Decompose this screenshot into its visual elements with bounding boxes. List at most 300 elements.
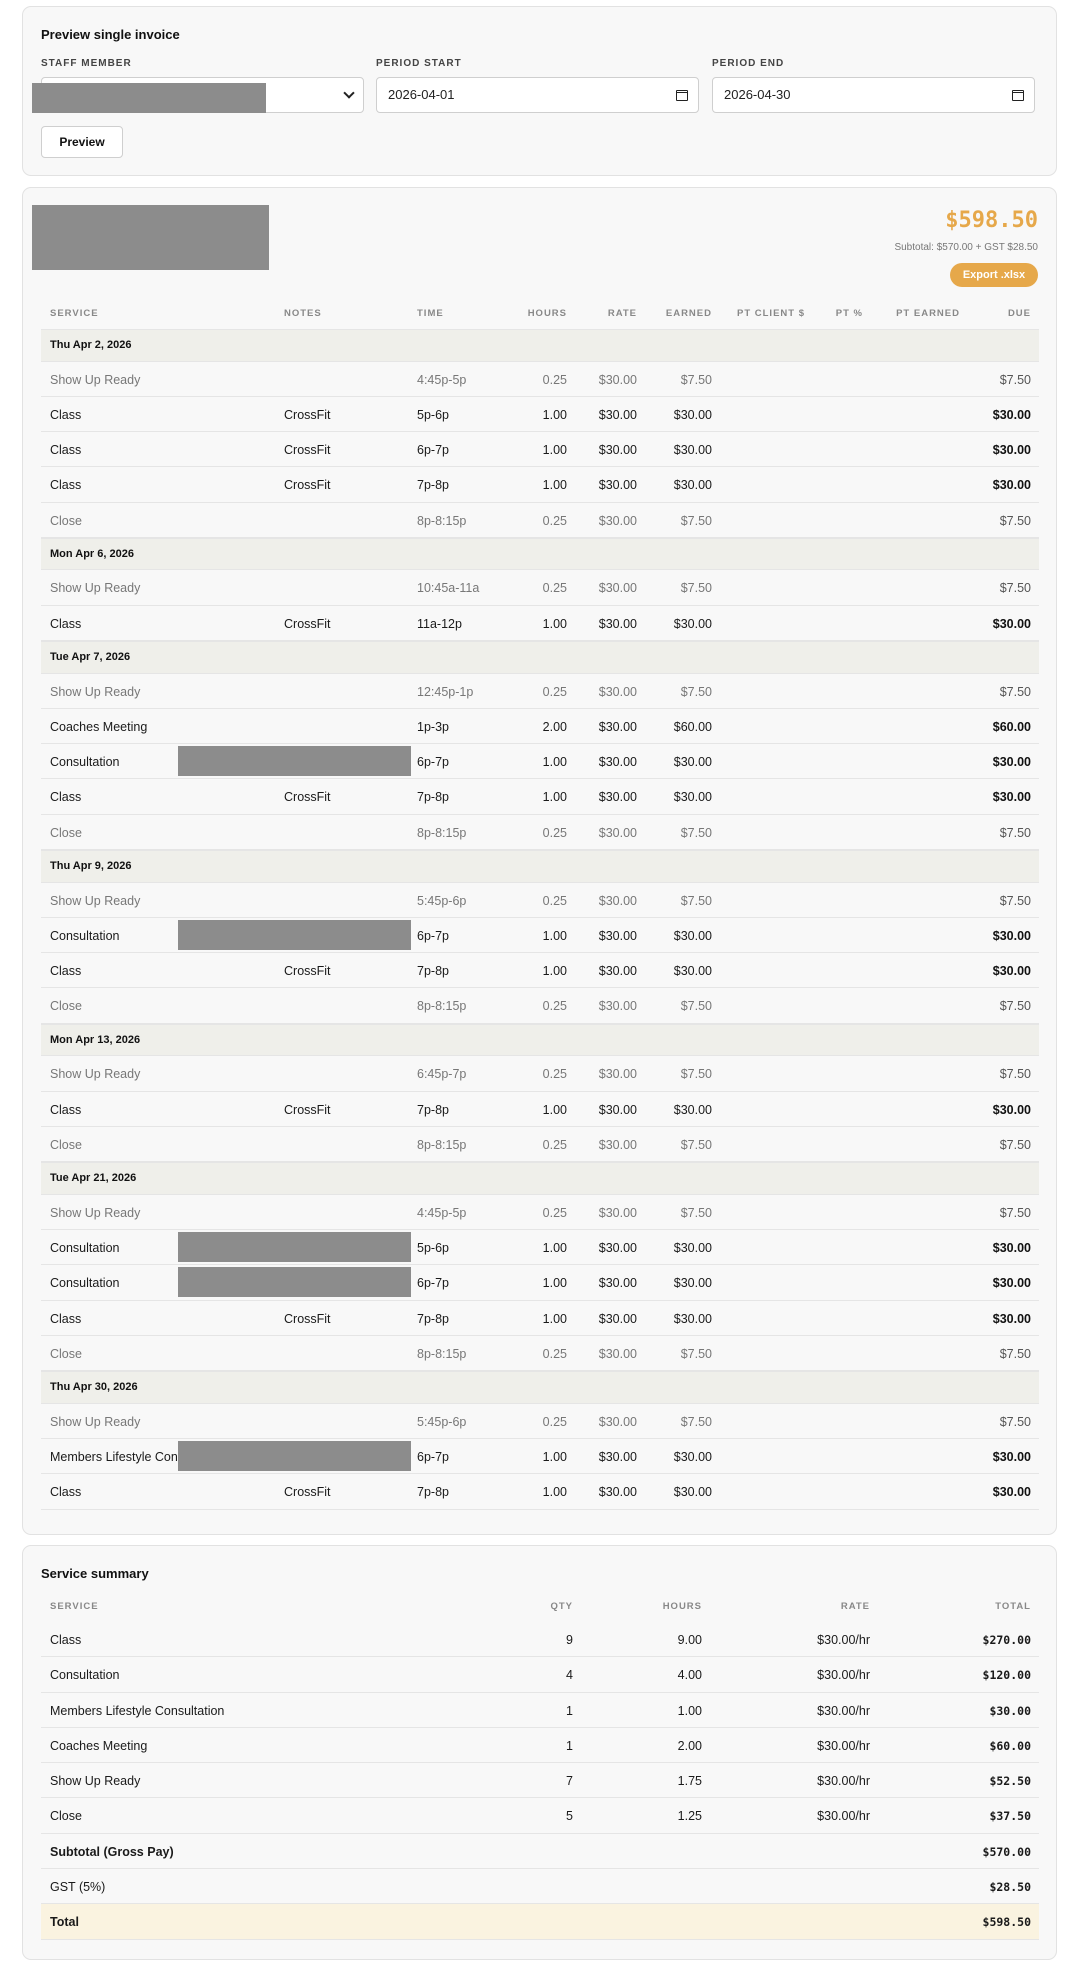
summary-hours: 1.75 <box>677 1774 702 1789</box>
due-cell: $30.00 <box>992 1276 1031 1291</box>
summary-row <box>41 1693 1039 1728</box>
earned-cell: $7.50 <box>680 372 712 387</box>
service-cell: Class <box>50 616 82 631</box>
due-cell: $30.00 <box>992 1449 1031 1464</box>
service-cell: Class <box>50 1311 82 1326</box>
table-row <box>41 1474 1039 1509</box>
summary-row <box>41 1728 1039 1763</box>
hours-cell: 0.25 <box>542 684 567 699</box>
hours-cell: 1.00 <box>542 616 567 631</box>
hours-cell: 0.25 <box>542 999 567 1014</box>
rate-cell: $30.00 <box>598 443 637 458</box>
time-cell: 6p-7p <box>417 1449 449 1464</box>
date-label: Thu Apr 30, 2026 <box>50 1381 138 1394</box>
hours-cell: 1.00 <box>542 928 567 943</box>
summary-table-body <box>41 1622 1039 1940</box>
hours-cell: 0.25 <box>542 372 567 387</box>
hours-cell: 0.25 <box>542 1346 567 1361</box>
earned-cell: $30.00 <box>673 1102 712 1117</box>
table-row <box>41 953 1039 988</box>
notes-cell: CrossFit <box>284 407 331 422</box>
summary-row <box>41 1622 1039 1657</box>
rate-cell: $30.00 <box>598 999 637 1014</box>
earned-cell: $30.00 <box>673 443 712 458</box>
date-label: Thu Apr 9, 2026 <box>50 860 132 873</box>
summary-total: $30.00 <box>989 1703 1031 1718</box>
date-group-row <box>41 538 1039 571</box>
rate-cell: $30.00 <box>598 1311 637 1326</box>
time-cell: 6p-7p <box>417 755 449 770</box>
time-cell: 4:45p-5p <box>417 1205 467 1220</box>
table-row <box>41 570 1039 605</box>
redacted-notes <box>178 1232 411 1262</box>
earned-cell: $30.00 <box>673 1276 712 1291</box>
table-row <box>41 1230 1039 1265</box>
form-title: Preview single invoice <box>41 27 180 42</box>
redacted-header <box>32 205 269 270</box>
due-cell: $7.50 <box>999 1205 1031 1220</box>
rate-cell: $30.00 <box>598 581 637 596</box>
service-cell: Show Up Ready <box>50 372 141 387</box>
due-cell: $7.50 <box>999 581 1031 596</box>
service-cell: Class <box>50 1485 82 1500</box>
invoice-total: $598.50 <box>945 208 1038 233</box>
due-cell: $30.00 <box>992 928 1031 943</box>
notes-cell: CrossFit <box>284 443 331 458</box>
col-total: TOTAL <box>995 1601 1031 1612</box>
preview-form-card <box>22 6 1057 176</box>
hours-cell: 1.00 <box>542 964 567 979</box>
service-cell: Show Up Ready <box>50 1205 141 1220</box>
summary-hours: 9.00 <box>677 1633 702 1647</box>
due-cell: $30.00 <box>992 616 1031 631</box>
hours-cell: 0.25 <box>542 1067 567 1082</box>
time-cell: 6p-7p <box>417 1276 449 1291</box>
due-cell: $7.50 <box>999 999 1031 1014</box>
due-cell: $30.00 <box>992 478 1031 493</box>
summary-total: $52.50 <box>989 1774 1031 1789</box>
service-cell: Close <box>50 825 82 840</box>
summary-service: Members Lifestyle Consultation <box>50 1703 225 1718</box>
service-cell: Coaches Meeting <box>50 719 148 734</box>
rate-cell: $30.00 <box>598 372 637 387</box>
col-qty: QTY <box>550 1601 573 1612</box>
due-cell: $7.50 <box>999 1346 1031 1361</box>
due-cell: $7.50 <box>999 684 1031 699</box>
rate-cell: $30.00 <box>598 1102 637 1117</box>
rate-cell: $30.00 <box>598 478 637 493</box>
due-cell: $30.00 <box>992 790 1031 805</box>
summary-subtotal-row <box>41 1834 1039 1869</box>
col-rate: RATE <box>607 308 637 319</box>
rate-cell: $30.00 <box>598 825 637 840</box>
earned-cell: $30.00 <box>673 616 712 631</box>
hours-cell: 0.25 <box>542 1414 567 1429</box>
summary-service: Close <box>50 1809 82 1824</box>
time-cell: 7p-8p <box>417 1102 449 1117</box>
hours-cell: 0.25 <box>542 825 567 840</box>
redacted-notes <box>178 746 411 776</box>
table-row <box>41 883 1039 918</box>
period-end-label: PERIOD END <box>712 58 785 69</box>
date-group-row <box>41 1371 1039 1404</box>
due-cell: $30.00 <box>992 755 1031 770</box>
notes-cell: CrossFit <box>284 964 331 979</box>
rate-cell: $30.00 <box>598 513 637 528</box>
summary-rate: $30.00/hr <box>817 1774 870 1789</box>
period-start-label: PERIOD START <box>376 58 462 69</box>
summary-total: $37.50 <box>989 1809 1031 1824</box>
summary-service: Class <box>50 1633 82 1647</box>
table-row <box>41 815 1039 850</box>
summary-subtotal-label: Subtotal (Gross Pay) <box>50 1844 174 1859</box>
due-cell: $7.50 <box>999 1137 1031 1152</box>
summary-service: Coaches Meeting <box>50 1738 148 1753</box>
due-cell: $7.50 <box>999 825 1031 840</box>
time-cell: 8p-8:15p <box>417 513 467 528</box>
rate-cell: $30.00 <box>598 1205 637 1220</box>
date-label: Tue Apr 7, 2026 <box>50 651 131 664</box>
earned-cell: $7.50 <box>680 999 712 1014</box>
summary-qty: 1 <box>566 1703 573 1718</box>
service-cell: Show Up Ready <box>50 1414 141 1429</box>
time-cell: 6p-7p <box>417 928 449 943</box>
service-cell: Close <box>50 513 82 528</box>
date-label: Mon Apr 6, 2026 <box>50 547 134 560</box>
service-cell: Members Lifestyle Con <box>50 1449 178 1464</box>
table-row <box>41 709 1039 744</box>
due-cell: $7.50 <box>999 893 1031 908</box>
time-cell: 5p-6p <box>417 1240 449 1255</box>
notes-cell: CrossFit <box>284 1311 331 1326</box>
earned-cell: $30.00 <box>673 1311 712 1326</box>
preview-button[interactable]: Preview <box>41 126 123 158</box>
table-row <box>41 1127 1039 1162</box>
notes-cell: CrossFit <box>284 1102 331 1117</box>
earned-cell: $60.00 <box>673 719 712 734</box>
due-cell: $7.50 <box>999 1414 1031 1429</box>
earned-cell: $7.50 <box>680 893 712 908</box>
summary-rate: $30.00/hr <box>817 1703 870 1718</box>
period-end-input[interactable] <box>712 77 1035 113</box>
col-due: DUE <box>1007 308 1031 319</box>
service-cell: Consultation <box>50 1240 120 1255</box>
hours-cell: 0.25 <box>542 581 567 596</box>
table-row <box>41 606 1039 641</box>
notes-cell: CrossFit <box>284 616 331 631</box>
time-cell: 6:45p-7p <box>417 1067 467 1082</box>
due-cell: $7.50 <box>999 1067 1031 1082</box>
time-cell: 8p-8:15p <box>417 1137 467 1152</box>
summary-rate: $30.00/hr <box>817 1633 870 1647</box>
earned-cell: $7.50 <box>680 684 712 699</box>
date-group-row <box>41 850 1039 883</box>
service-cell: Class <box>50 964 82 979</box>
redacted-notes <box>178 1441 411 1471</box>
time-cell: 7p-8p <box>417 1311 449 1326</box>
rate-cell: $30.00 <box>598 1346 637 1361</box>
hours-cell: 0.25 <box>542 513 567 528</box>
period-end-value: 2026-04-30 <box>724 87 791 102</box>
invoice-subtotal-line: Subtotal: $570.00 + GST $28.50 <box>894 242 1038 253</box>
rate-cell: $30.00 <box>598 1276 637 1291</box>
export-xlsx-button[interactable]: Export .xlsx <box>950 263 1038 287</box>
period-start-input[interactable] <box>376 77 699 113</box>
due-cell: $30.00 <box>992 1240 1031 1255</box>
summary-service: Consultation <box>50 1668 120 1683</box>
col-hours: HOURS <box>662 1601 702 1612</box>
summary-qty: 4 <box>566 1668 573 1683</box>
hours-cell: 1.00 <box>542 478 567 493</box>
date-group-row <box>41 1024 1039 1057</box>
due-cell: $7.50 <box>999 513 1031 528</box>
earned-cell: $30.00 <box>673 928 712 943</box>
table-row <box>41 1195 1039 1230</box>
col-earned: EARNED <box>665 308 712 319</box>
rate-cell: $30.00 <box>598 964 637 979</box>
earned-cell: $7.50 <box>680 1346 712 1361</box>
table-row <box>41 1301 1039 1336</box>
hours-cell: 1.00 <box>542 1485 567 1500</box>
service-cell: Consultation <box>50 1276 120 1291</box>
hours-cell: 1.00 <box>542 755 567 770</box>
hours-cell: 0.25 <box>542 1205 567 1220</box>
col-hours: HOURS <box>527 308 567 319</box>
service-cell: Consultation <box>50 928 120 943</box>
col-pt-earned: PT EARNED <box>896 308 960 319</box>
hours-cell: 1.00 <box>542 443 567 458</box>
time-cell: 5:45p-6p <box>417 893 467 908</box>
service-cell: Show Up Ready <box>50 684 141 699</box>
time-cell: 7p-8p <box>417 964 449 979</box>
time-cell: 7p-8p <box>417 790 449 805</box>
rate-cell: $30.00 <box>598 719 637 734</box>
summary-rate: $30.00/hr <box>817 1738 870 1753</box>
rate-cell: $30.00 <box>598 1449 637 1464</box>
rate-cell: $30.00 <box>598 1067 637 1082</box>
time-cell: 6p-7p <box>417 443 449 458</box>
redacted-staff-name <box>32 83 266 113</box>
time-cell: 12:45p-1p <box>417 684 474 699</box>
service-cell: Close <box>50 999 82 1014</box>
rate-cell: $30.00 <box>598 893 637 908</box>
hours-cell: 1.00 <box>542 1311 567 1326</box>
time-cell: 7p-8p <box>417 478 449 493</box>
hours-cell: 1.00 <box>542 1276 567 1291</box>
table-row <box>41 432 1039 467</box>
earned-cell: $30.00 <box>673 407 712 422</box>
service-cell: Class <box>50 443 82 458</box>
rate-cell: $30.00 <box>598 1414 637 1429</box>
staff-member-label: STAFF MEMBER <box>41 58 132 69</box>
table-row <box>41 397 1039 432</box>
time-cell: 11a-12p <box>417 616 462 631</box>
rate-cell: $30.00 <box>598 684 637 699</box>
table-row <box>41 918 1039 953</box>
time-cell: 8p-8:15p <box>417 999 467 1014</box>
date-group-row <box>41 641 1039 674</box>
due-cell: $30.00 <box>992 443 1031 458</box>
service-cell: Class <box>50 790 82 805</box>
summary-qty: 1 <box>566 1738 573 1753</box>
summary-hours: 1.25 <box>677 1809 702 1824</box>
table-row <box>41 1439 1039 1474</box>
rate-cell: $30.00 <box>598 1485 637 1500</box>
hours-cell: 1.00 <box>542 407 567 422</box>
summary-qty: 9 <box>566 1633 573 1647</box>
summary-total: $120.00 <box>982 1668 1031 1683</box>
table-row <box>41 1336 1039 1371</box>
summary-row <box>41 1763 1039 1798</box>
earned-cell: $7.50 <box>680 1137 712 1152</box>
invoice-card <box>22 187 1057 1535</box>
col-pt-percent: PT % <box>835 308 863 319</box>
col-pt-client: PT CLIENT $ <box>736 308 805 319</box>
earned-cell: $7.50 <box>680 1414 712 1429</box>
service-summary-card <box>22 1545 1057 1960</box>
calendar-icon[interactable] <box>1012 90 1024 101</box>
hours-cell: 2.00 <box>542 719 567 734</box>
service-cell: Show Up Ready <box>50 1067 141 1082</box>
col-service: SERVICE <box>50 308 99 319</box>
summary-rate: $30.00/hr <box>817 1668 870 1683</box>
summary-total-label: Total <box>50 1915 79 1930</box>
earned-cell: $7.50 <box>680 581 712 596</box>
table-row <box>41 467 1039 502</box>
due-cell: $30.00 <box>992 964 1031 979</box>
summary-gst-row <box>41 1869 1039 1904</box>
chevron-down-icon <box>343 87 354 98</box>
earned-cell: $30.00 <box>673 1240 712 1255</box>
earned-cell: $7.50 <box>680 1205 712 1220</box>
earned-cell: $7.50 <box>680 513 712 528</box>
rate-cell: $30.00 <box>598 616 637 631</box>
summary-total: $270.00 <box>982 1633 1031 1647</box>
table-row <box>41 674 1039 709</box>
earned-cell: $7.50 <box>680 825 712 840</box>
time-cell: 5p-6p <box>417 407 449 422</box>
table-row <box>41 744 1039 779</box>
rate-cell: $30.00 <box>598 407 637 422</box>
earned-cell: $30.00 <box>673 755 712 770</box>
table-row <box>41 503 1039 538</box>
earned-cell: $30.00 <box>673 964 712 979</box>
time-cell: 8p-8:15p <box>417 825 467 840</box>
summary-total: $60.00 <box>989 1738 1031 1753</box>
earned-cell: $30.00 <box>673 478 712 493</box>
time-cell: 7p-8p <box>417 1485 449 1500</box>
service-cell: Close <box>50 1346 82 1361</box>
hours-cell: 1.00 <box>542 790 567 805</box>
due-cell: $30.00 <box>992 1311 1031 1326</box>
rate-cell: $30.00 <box>598 755 637 770</box>
date-group-row <box>41 329 1039 362</box>
earned-cell: $7.50 <box>680 1067 712 1082</box>
service-cell: Class <box>50 407 82 422</box>
hours-cell: 0.25 <box>542 1137 567 1152</box>
hours-cell: 1.00 <box>542 1102 567 1117</box>
summary-qty: 5 <box>566 1809 573 1824</box>
summary-title: Service summary <box>41 1566 149 1581</box>
summary-rate: $30.00/hr <box>817 1809 870 1824</box>
rate-cell: $30.00 <box>598 1137 637 1152</box>
date-group-row <box>41 1162 1039 1195</box>
summary-row <box>41 1798 1039 1833</box>
due-cell: $30.00 <box>992 407 1031 422</box>
due-cell: $30.00 <box>992 1485 1031 1500</box>
summary-qty: 7 <box>566 1774 573 1789</box>
summary-service: Show Up Ready <box>50 1774 141 1789</box>
notes-cell: CrossFit <box>284 790 331 805</box>
summary-gst-value: $28.50 <box>989 1880 1031 1895</box>
table-row <box>41 1265 1039 1300</box>
hours-cell: 0.25 <box>542 893 567 908</box>
due-cell: $60.00 <box>992 719 1031 734</box>
earned-cell: $30.00 <box>673 1449 712 1464</box>
table-row <box>41 988 1039 1023</box>
time-cell: 4:45p-5p <box>417 372 467 387</box>
service-cell: Close <box>50 1137 82 1152</box>
time-cell: 10:45a-11a <box>417 581 480 596</box>
col-service: SERVICE <box>50 1601 99 1612</box>
time-cell: 8p-8:15p <box>417 1346 467 1361</box>
due-cell: $7.50 <box>999 372 1031 387</box>
service-cell: Class <box>50 1102 82 1117</box>
summary-row <box>41 1657 1039 1692</box>
table-row <box>41 1404 1039 1439</box>
redacted-notes <box>178 920 411 950</box>
service-cell: Show Up Ready <box>50 893 141 908</box>
time-cell: 1p-3p <box>417 719 449 734</box>
summary-total-value: $598.50 <box>982 1915 1031 1930</box>
date-label: Mon Apr 13, 2026 <box>50 1033 141 1046</box>
calendar-icon[interactable] <box>676 90 688 101</box>
notes-cell: CrossFit <box>284 1485 331 1500</box>
service-cell: Show Up Ready <box>50 581 141 596</box>
due-cell: $30.00 <box>992 1102 1031 1117</box>
service-cell: Class <box>50 478 82 493</box>
summary-table-header <box>41 1597 1039 1619</box>
invoice-table-body <box>41 329 1039 1510</box>
date-label: Thu Apr 2, 2026 <box>50 339 132 351</box>
table-row <box>41 1092 1039 1127</box>
time-cell: 5:45p-6p <box>417 1414 467 1429</box>
col-time: TIME <box>417 308 444 319</box>
service-cell: Consultation <box>50 755 120 770</box>
col-rate: RATE <box>840 1601 870 1612</box>
summary-total-row <box>41 1904 1039 1939</box>
table-row <box>41 1056 1039 1091</box>
summary-hours: 2.00 <box>677 1738 702 1753</box>
earned-cell: $30.00 <box>673 1485 712 1500</box>
rate-cell: $30.00 <box>598 928 637 943</box>
redacted-notes <box>178 1267 411 1297</box>
table-row <box>41 779 1039 814</box>
period-start-value: 2026-04-01 <box>388 87 455 102</box>
date-label: Tue Apr 21, 2026 <box>50 1172 137 1185</box>
summary-hours: 4.00 <box>677 1668 702 1683</box>
hours-cell: 1.00 <box>542 1240 567 1255</box>
rate-cell: $30.00 <box>598 1240 637 1255</box>
col-notes: NOTES <box>284 308 322 319</box>
summary-gst-label: GST (5%) <box>50 1880 106 1895</box>
summary-hours: 1.00 <box>677 1703 702 1718</box>
notes-cell: CrossFit <box>284 478 331 493</box>
summary-subtotal-value: $570.00 <box>982 1844 1031 1859</box>
table-row <box>41 362 1039 397</box>
earned-cell: $30.00 <box>673 790 712 805</box>
hours-cell: 1.00 <box>542 1449 567 1464</box>
